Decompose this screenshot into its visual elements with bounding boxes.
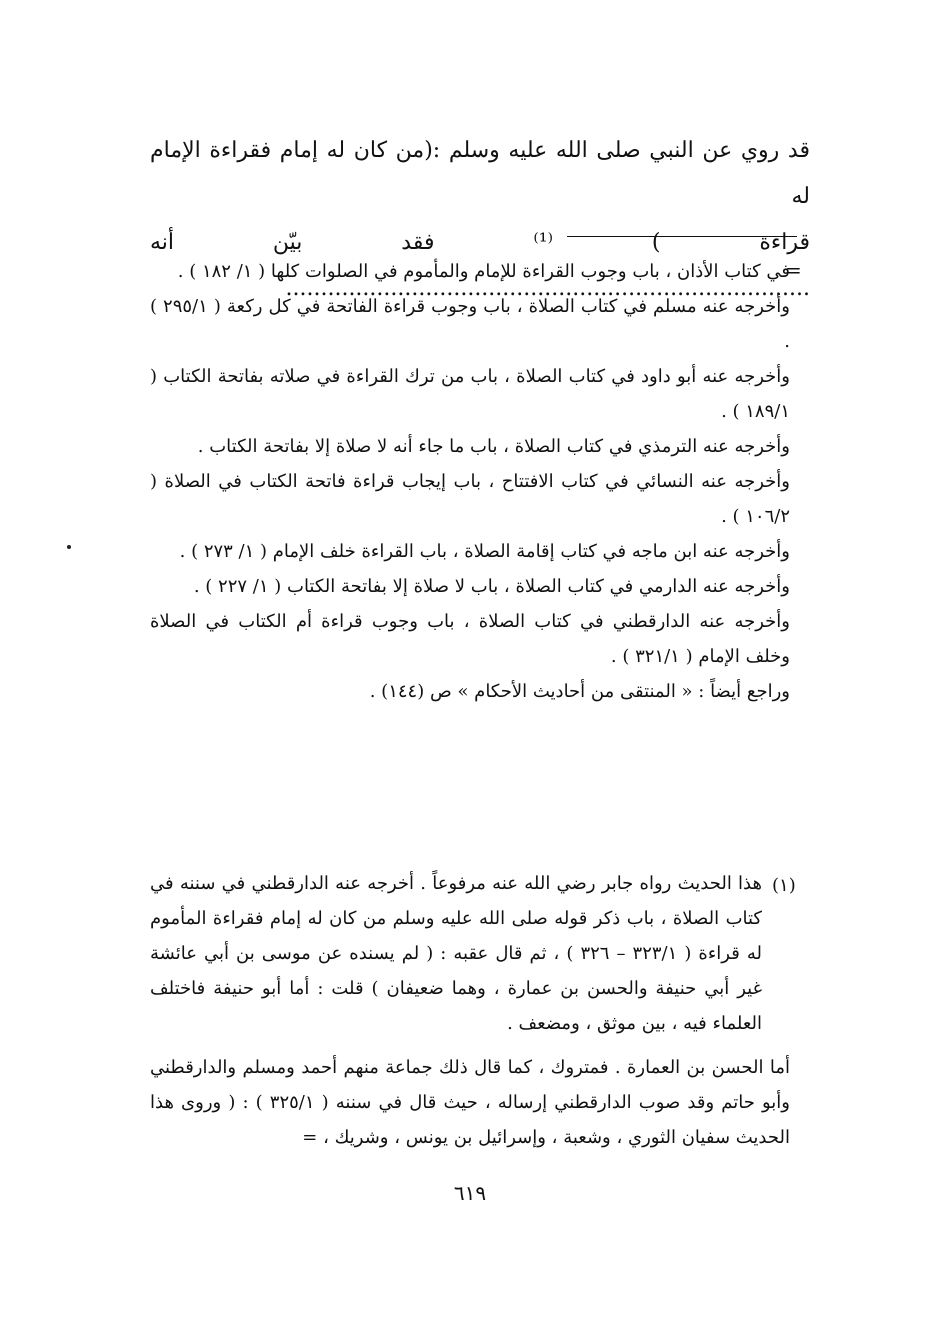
- note-paragraph: في كتاب الأذان ، باب وجوب القراءة للإمام والمأموم في الصلوات كلها ( ١/ ١٨٢ ) .: [177, 261, 790, 282]
- footnote-separator-rule: [567, 236, 797, 237]
- note-paragraph: وأخرجه عنه أبو داود في كتاب الصلاة ، باب من ترك القراءة في صلاته بفاتحة الكتاب ( ١٨٩/١ ) .: [150, 366, 790, 422]
- note-paragraph: وأخرجه عنه مسلم في كتاب الصلاة ، باب وجوب قراءة الفاتحة في كل ركعة ( ٢٩٥/١ ) .: [150, 296, 790, 352]
- note-paragraph: وأخرجه عنه النسائي في كتاب الافتتاح ، باب إيجاب قراءة فاتحة الكتاب في الصلاة ( ١٠٦/٢ ) .: [150, 471, 790, 527]
- main-text-line-1: قد روي عن النبي صلى الله عليه وسلم :(من كان له إمام فقراءة الإمام له: [150, 138, 810, 209]
- footnote-marker: (١): [772, 875, 796, 896]
- footnote-1-text: هذا الحديث رواه جابر رضي الله عنه مرفوعاً . أخرجه عنه الدارقطني في سننه في كتاب الصلاة ، باب ذكر قوله صلى الله عليه وسلم من كان له إمام فقراءة المأموم له قراءة ( ٣٢٣/١ – ٣٢٦ ) ، ثم قال عقبه : ( لم يسنده عن موسى بن أبي عائشة غير أبي حنيفة والحسن بن عمارة ، وهما ضعيفان ) قلت : أما أبو حنيفة فاختلف العلماء فيه ، بين موثق ، ومضعف .: [150, 873, 762, 1034]
- note-paragraph: وأخرجه عنه الدارمي في كتاب الصلاة ، باب لا صلاة إلا بفاتحة الكتاب ( ١/ ٢٢٧ ) .: [193, 576, 790, 597]
- note-paragraph: وأخرجه عنه الدارقطني في كتاب الصلاة ، باب وجوب قراءة أم الكتاب في الصلاة وخلف الإمام ( ٣٢١/١ ) .: [150, 611, 790, 667]
- main-text-line-2-text: قراءة ) ⁽¹⁾ فقد بيّن أنه: [150, 230, 810, 255]
- main-text-dotted-leader: ...........................................................................: [285, 276, 810, 301]
- footnote-continuation-block: [150, 254, 790, 709]
- scan-speck: [67, 545, 71, 549]
- note-paragraph: وراجع أيضاً : « المنتقى من أحاديث الأحكام » ص (١٤٤) .: [369, 681, 790, 702]
- footnote-1-continuation: أما الحسن بن العمارة . فمتروك ، كما قال ذلك جماعة منهم أحمد ومسلم والدارقطني وأبو حاتم وقد صوب الدارقطني إرساله ، حيث قال في سننه ( ٣٢٥/١ ) : ( وروى هذا الحديث سفيان الثوري ، وشعبة ، وإسرائيل بن يونس ، وشريك ، =: [150, 1057, 790, 1148]
- page-number: ٦١٩: [453, 1181, 487, 1205]
- note-paragraph: وأخرجه عنه ابن ماجه في كتاب إقامة الصلاة ، باب القراءة خلف الإمام ( ١/ ٢٧٣ ) .: [179, 541, 790, 562]
- continuation-mark: =: [785, 258, 802, 282]
- note-paragraph: وأخرجه عنه الترمذي في كتاب الصلاة ، باب ما جاء أنه لا صلاة إلا بفاتحة الكتاب .: [197, 436, 790, 457]
